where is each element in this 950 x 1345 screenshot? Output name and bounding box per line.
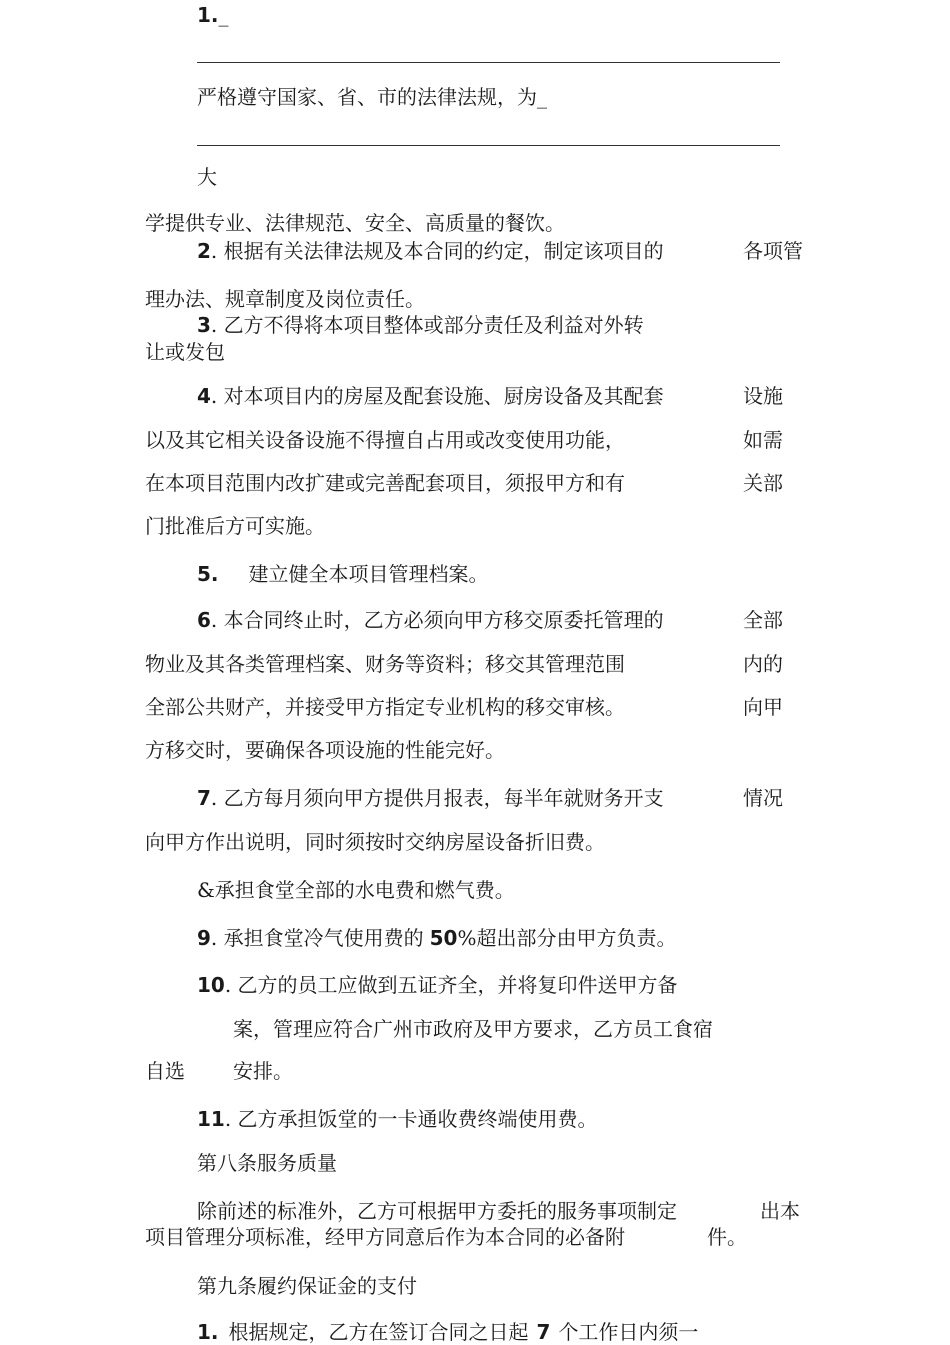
item-6-right-2: 内的 xyxy=(743,652,783,676)
item-1-number: 1._ xyxy=(197,3,229,27)
article-8-heading: 第八条服务质量 xyxy=(197,1151,337,1175)
item-9: 9. 承担食堂冷气使用费的 50%超出部分由甲方负责。 xyxy=(197,926,677,950)
item-6-line-1: 6. 本合同终止时，乙方必须向甲方移交原委托管理的 xyxy=(197,608,664,632)
item-1-continuation: 学提供专业、法律规范、安全、高质量的餐饮。 xyxy=(145,211,565,235)
item-4-line-4: 门批准后方可实施。 xyxy=(145,514,325,538)
item-4-line-3: 在本项目范围内改扩建或完善配套项目，须报甲方和有 xyxy=(145,471,625,495)
item-10-line-1: 10. 乙方的员工应做到五证齐全，并将复印件送甲方备 xyxy=(197,973,678,997)
item-1-text: 严格遵守国家、省、市的法律法规，为_ xyxy=(197,85,547,109)
item-4-right-2: 如需 xyxy=(743,428,783,452)
article-8-line-1: 除前述的标准外，乙方可根据甲方委托的服务事项制定 xyxy=(197,1199,677,1223)
fill-in-line xyxy=(197,145,780,146)
item-4-right-3: 关部 xyxy=(743,471,783,495)
item-2-line-1: 2. 根据有关法律法规及本合同的约定，制定该项目的 xyxy=(197,239,664,263)
item-10-line-3b: 安排。 xyxy=(233,1059,293,1083)
item-8: &承担食堂全部的水电费和燃气费。 xyxy=(197,878,515,902)
item-2-continuation: 理办法、规章制度及岗位责任。 xyxy=(145,287,425,311)
item-1-tail: 大 xyxy=(197,165,217,189)
article-9-heading: 第九条履约保证金的支付 xyxy=(197,1274,417,1298)
article-9-item-1: 1. 根据规定，乙方在签订合同之日起 7 个工作日内须一 xyxy=(197,1320,699,1344)
item-7-line-1: 7. 乙方每月须向甲方提供月报表，每半年就财务开支 xyxy=(197,786,664,810)
item-4-line-1: 4. 对本项目内的房屋及配套设施、厨房设备及其配套 xyxy=(197,384,664,408)
item-6-line-3: 全部公共财产，并接受甲方指定专业机构的移交审核。 xyxy=(145,695,625,719)
article-8-line-2: 项目管理分项标准，经甲方同意后作为本合同的必备附 xyxy=(145,1225,625,1249)
item-6-line-2: 物业及其各类管理档案、财务等资料；移交其管理范围 xyxy=(145,652,625,676)
fill-in-line xyxy=(197,62,780,63)
item-5: 5. 建立健全本项目管理档案。 xyxy=(197,562,489,586)
item-10-line-2: 案，管理应符合广州市政府及甲方要求，乙方员工食宿 xyxy=(233,1017,713,1041)
item-4-line-2: 以及其它相关设备设施不得擅自占用或改变使用功能， xyxy=(145,428,625,452)
item-7-right-1: 情况 xyxy=(743,786,783,810)
item-7-line-2: 向甲方作出说明，同时须按时交纳房屋设备折旧费。 xyxy=(145,830,605,854)
article-8-right-2: 件。 xyxy=(707,1225,747,1249)
item-3-continuation: 让或发包 xyxy=(145,340,225,364)
item-2-right: 各项管 xyxy=(743,239,803,263)
article-8-right-1: 出本 xyxy=(760,1199,800,1223)
item-3-line-1: 3. 乙方不得将本项目整体或部分责任及利益对外转 xyxy=(197,313,644,337)
item-11: 11. 乙方承担饭堂的一卡通收费终端使用费。 xyxy=(197,1107,598,1131)
item-6-line-4: 方移交时，要确保各项设施的性能完好。 xyxy=(145,738,505,762)
item-10-line-3a: 自选 xyxy=(145,1059,185,1083)
item-4-right-1: 设施 xyxy=(743,384,783,408)
item-6-right-3: 向甲 xyxy=(743,695,783,719)
item-6-right-1: 全部 xyxy=(743,608,783,632)
